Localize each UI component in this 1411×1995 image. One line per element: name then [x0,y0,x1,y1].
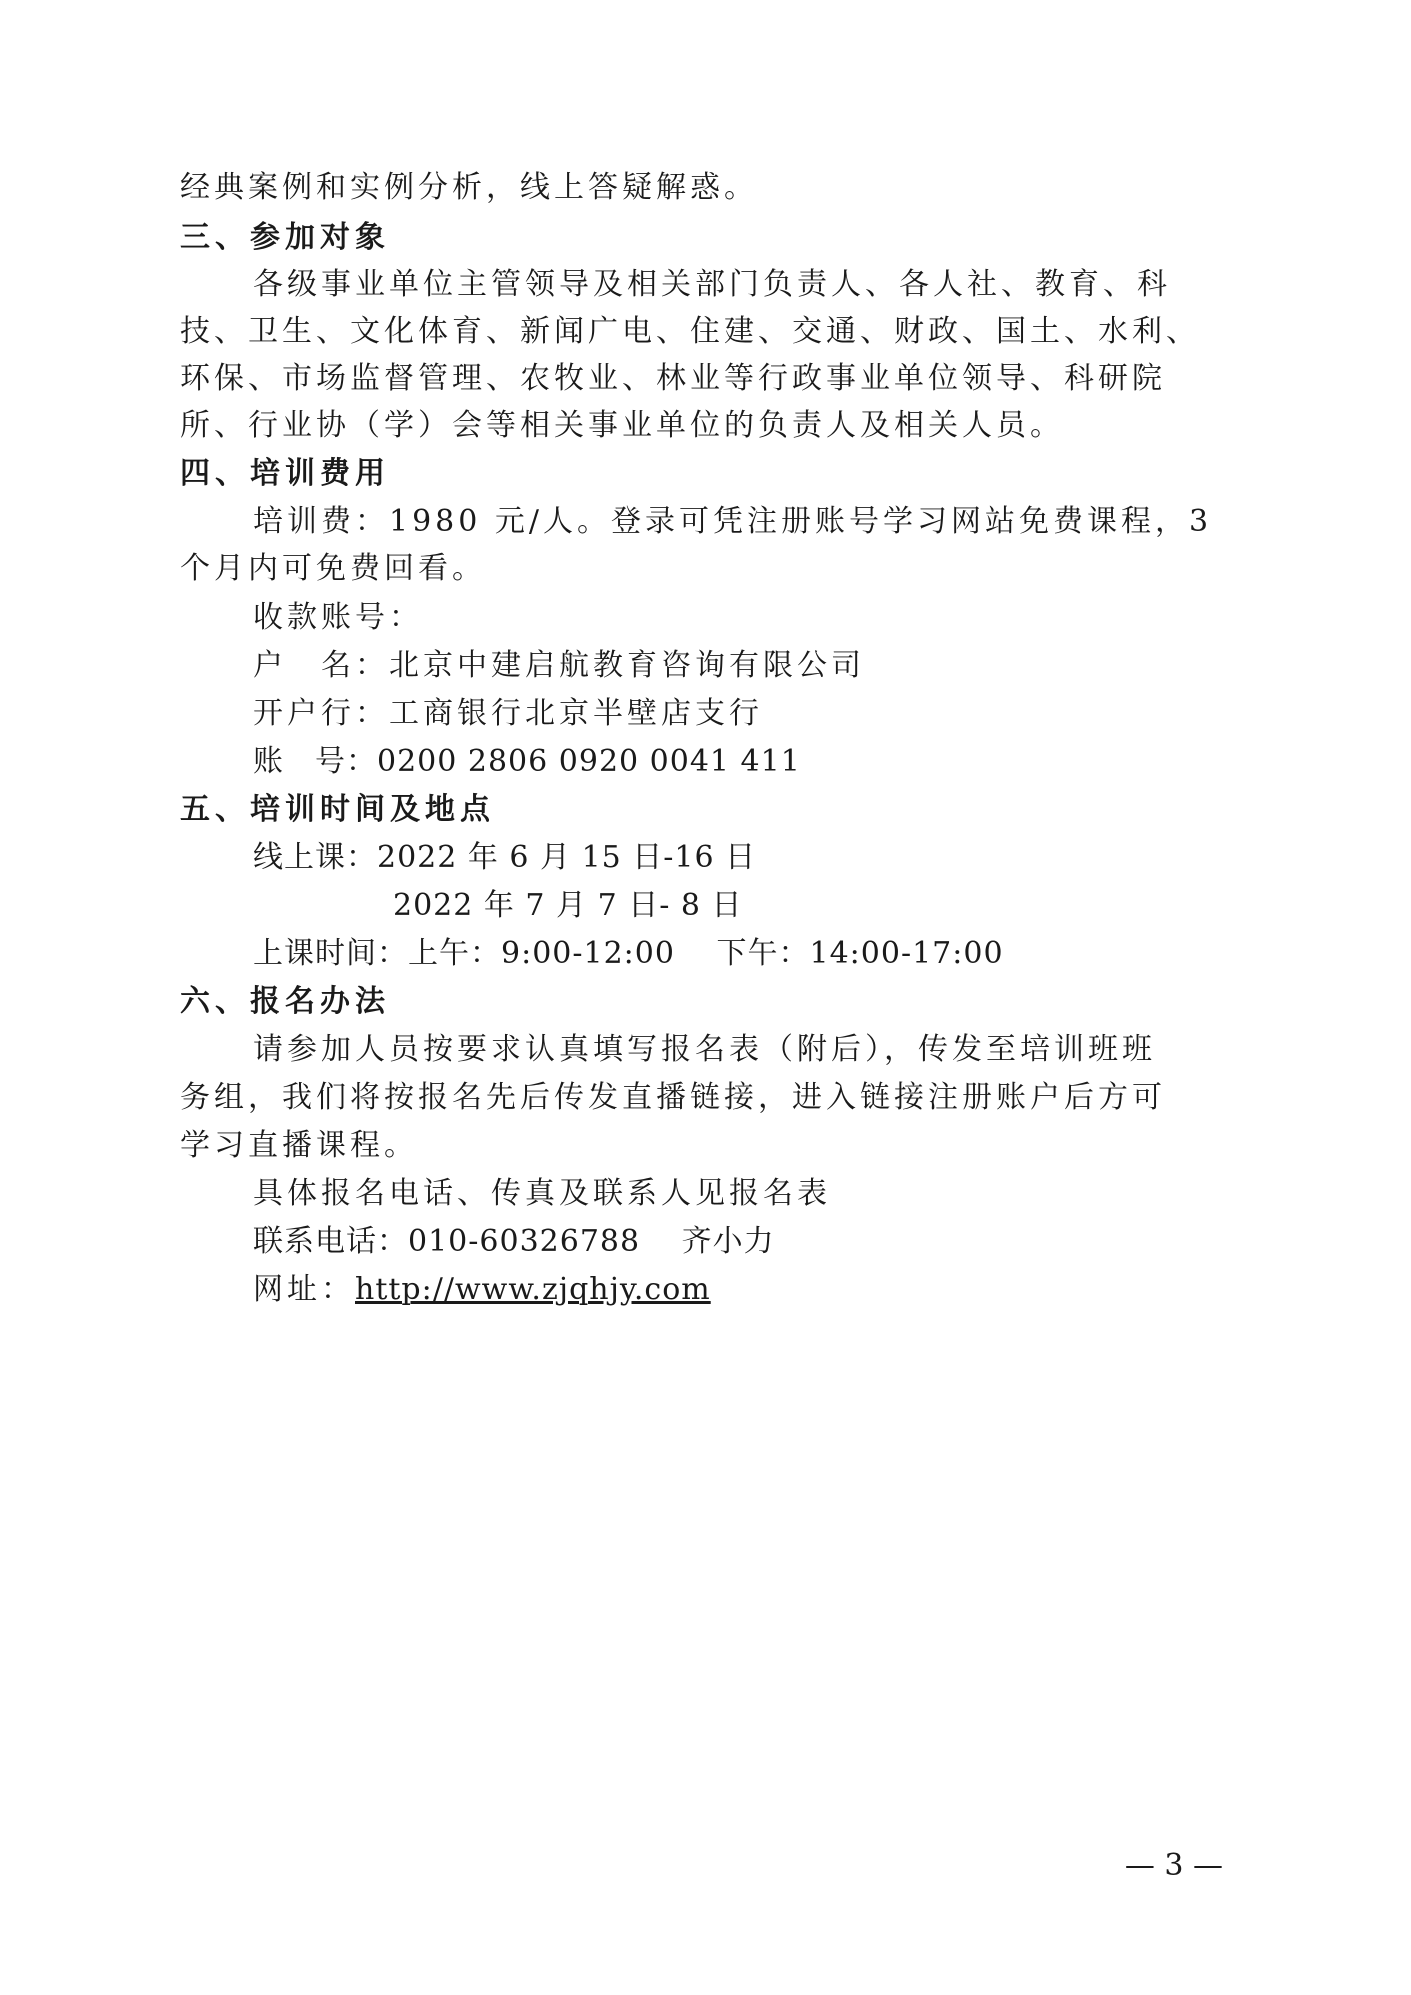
website-link[interactable]: http://www.zjqhjy.com [355,1272,711,1307]
online-class-date-2: 2022 年 7 月 7 日- 8 日 [393,888,743,923]
website-row [253,1270,711,1310]
section5-heading: 五、培训时间及地点 [180,792,495,827]
section4-heading: 四、培训费用 [180,456,390,491]
account-number: 账 号：0200 2806 0920 0041 411 [253,744,801,779]
account-name: 户 名：北京中建启航教育咨询有限公司 [253,648,865,683]
section3-paragraph-line: 技、卫生、文化体育、新闻广电、住建、交通、财政、国土、水利、 [180,314,1200,349]
bank-name: 开户行：工商银行北京半壁店支行 [253,696,763,731]
contact-phone: 联系电话：010-60326788 齐小力 [253,1224,775,1259]
section3-paragraph-line: 各级事业单位主管领导及相关部门负责人、各人社、教育、科 [253,267,1171,302]
section3-heading: 三、参加对象 [180,220,390,255]
class-time: 上课时间：上午：9:00-12:00 下午：14:00-17:00 [253,936,1004,971]
intro-tail-text: 经典案例和实例分析，线上答疑解惑。 [180,170,758,205]
website-label: 网址： [253,1272,355,1307]
section6-paragraph-line: 请参加人员按要求认真填写报名表（附后），传发至培训班班 [253,1032,1156,1067]
section6-heading: 六、报名办法 [180,984,390,1019]
contact-note: 具体报名电话、传真及联系人见报名表 [253,1176,831,1211]
online-class-date-1: 线上课：2022 年 6 月 15 日-16 日 [253,840,757,875]
fee-text: 培训费：1980 元/人。登录可凭注册账号学习网站免费课程，3 [253,504,1213,539]
account-title: 收款账号： [253,600,423,635]
section3-paragraph-line: 环保、市场监督管理、农牧业、林业等行政事业单位领导、科研院 [180,361,1166,396]
fee-text-continued: 个月内可免费回看。 [180,551,486,586]
page-number: — 3 — [1124,1848,1223,1883]
section3-paragraph-line: 所、行业协（学）会等相关事业单位的负责人及相关人员。 [180,408,1064,443]
section6-paragraph-line: 务组，我们将按报名先后传发直播链接，进入链接注册账户后方可 [180,1080,1166,1115]
section6-paragraph-line: 学习直播课程。 [180,1128,418,1163]
